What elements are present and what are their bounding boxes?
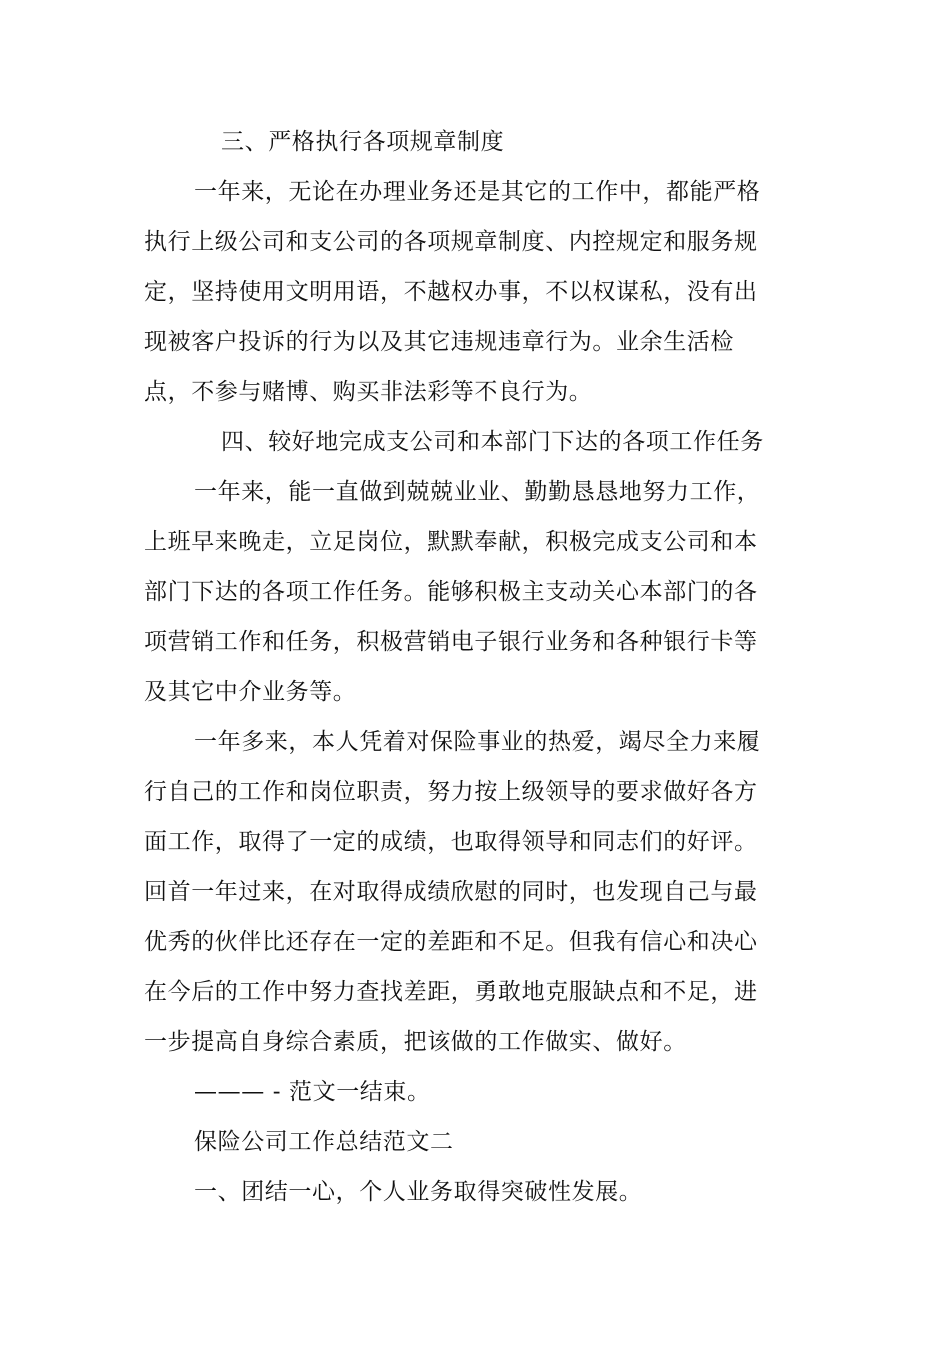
end-marker: ——— - 范文一结束。 [194, 1079, 431, 1105]
paragraph-line: 一步提高自身综合素质，把该做的工作做实、做好。 [144, 1029, 687, 1055]
paragraph-line: 在今后的工作中努力查找差距，勇敢地克服缺点和不足，进 [144, 979, 758, 1005]
paragraph-line: 一年多来，本人凭着对保险事业的热爱，竭尽全力来履 [194, 729, 761, 755]
section-heading-1: 一、团结一心，个人业务取得突破性发展。 [194, 1179, 643, 1205]
paragraph-line: 一年来，能一直做到兢兢业业、勤勤恳恳地努力工作， [194, 479, 761, 505]
paragraph-line: 上班早来晚走，立足岗位，默默奉献，积极完成支公司和本 [144, 529, 758, 555]
paragraph-line: 回首一年过来，在对取得成绩欣慰的同时，也发现自己与最 [144, 879, 758, 905]
section-heading-3: 三、严格执行各项规章制度 [221, 129, 505, 155]
paragraph-line: 一年来，无论在办理业务还是其它的工作中，都能严格 [194, 179, 761, 205]
paragraph-line: 面工作，取得了一定的成绩，也取得领导和同志们的好评。 [144, 829, 758, 855]
paragraph-line: 定，坚持使用文明用语，不越权办事，不以权谋私，没有出 [144, 279, 758, 305]
paragraph-line: 现被客户投诉的行为以及其它违规违章行为。业余生活检 [144, 329, 734, 355]
paragraph-line: 优秀的伙伴比还存在一定的差距和不足。但我有信心和决心 [144, 929, 758, 955]
document-title-2: 保险公司工作总结范文二 [194, 1129, 454, 1155]
paragraph-line: 行自己的工作和岗位职责，努力按上级领导的要求做好各方 [144, 779, 758, 805]
paragraph-line: 及其它中介业务等。 [144, 679, 357, 705]
paragraph-line: 项营销工作和任务，积极营销电子银行业务和各种银行卡等 [144, 629, 758, 655]
paragraph-line: 执行上级公司和支公司的各项规章制度、内控规定和服务规 [144, 229, 758, 255]
paragraph-line: 点，不参与赌博、购买非法彩等不良行为。 [144, 379, 593, 405]
paragraph-line: 部门下达的各项工作任务。能够积极主支动关心本部门的各 [144, 579, 758, 605]
section-heading-4: 四、较好地完成支公司和本部门下达的各项工作任务 [221, 429, 764, 455]
